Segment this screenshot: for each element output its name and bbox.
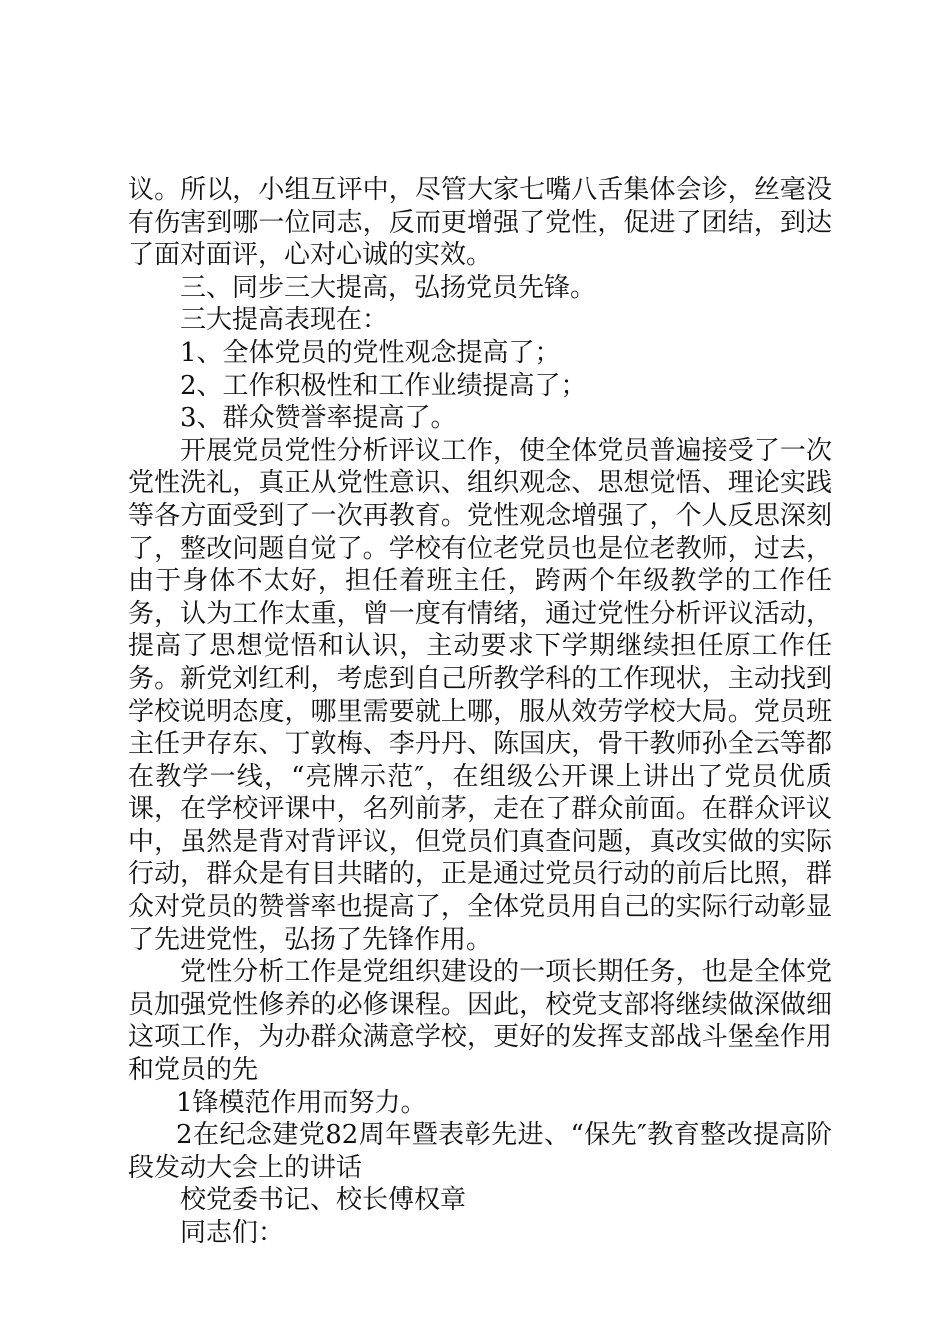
list-item: 3、群众赞誉率提高了。 bbox=[180, 403, 457, 434]
document-body bbox=[128, 174, 832, 1250]
body-paragraph: 开展党员党性分析评议工作，使全体党员普遍接受了一次党性洗礼，真正从党性意识、组织观念、思想觉悟、理论实践等各方面受到了一次再教育。党性观念增强了，个人反思深刻了，整改问题自觉了。学校有位老党员也是位老教师，过去，由于身体不太好，担任着班主任，跨两个年级教学的工作任务，认为工作太重，曾一度有情绪，通过党性分析评议活动，提高了思想觉悟和认识，主动要求下学期继续担任原工作任务。新党刘红利，考虑到自己所教学科的工作现状，主动找到学校说明态度，哪里需要就上哪，服从效劳学校大局。党员班主任尹存东、丁敦梅、李丹丹、陈国庆，骨干教师孙全云等都在教学一线，“亮牌示范″，在组级公开课上讲出了党员优质课，在学校评课中，名列前茅，走在了群众前面。在群众评议中，虽然是背对背评议，但党员们真查问题，真改实做的实际行动，群众是有目共睹的，正是通过党员行动的前后比照，群众对党员的赞誉率也提高了，全体党员用自己的实际行动彰显了先进党性，弘扬了先锋作用。 bbox=[128, 435, 832, 955]
section-heading: 三、同步三大提高，弘扬党员先锋。 bbox=[180, 272, 597, 303]
speech-title: 2在纪念建党82周年暨表彰先进、“保先″教育整改提高阶段发动大会上的讲话 bbox=[128, 1120, 832, 1183]
speaker-line: 校党委书记、校长傅权章 bbox=[180, 1185, 467, 1216]
salutation: 同志们： bbox=[180, 1218, 285, 1248]
body-paragraph: 党性分析工作是党组织建设的一项长期任务，也是全体党员加强党性修养的必修课程。因此，校党支部将继续做深做细这项工作，为办群众满意学校，更好的发挥支部战斗堡垒作用和党员的先 bbox=[128, 957, 832, 1086]
list-intro: 三大提高表现在： bbox=[180, 305, 389, 336]
list-item: 1、全体党员的党性观念提高了； bbox=[180, 337, 561, 368]
numbered-line: 1锋模范作用而努力。 bbox=[176, 1087, 427, 1118]
paragraph-continuation: 议。所以，小组互评中，尽管大家七嘴八舌集体会诊，丝毫没有伤害到哪一位同志，反而更增强了党性，促进了团结，到达了面对面评，心对心诚的实效。 bbox=[128, 175, 832, 271]
list-item: 2、工作积极性和工作业绩提高了； bbox=[180, 370, 587, 401]
